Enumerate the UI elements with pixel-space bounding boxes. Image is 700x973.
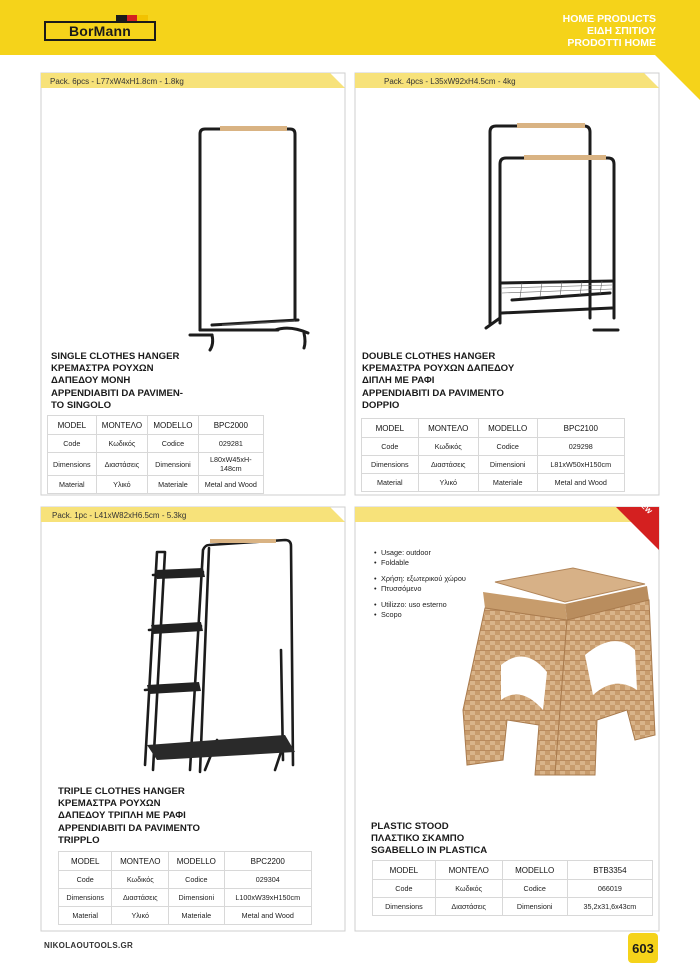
title-line: SGABELLO IN PLASTICA bbox=[371, 845, 488, 857]
label-cell: Codice bbox=[478, 438, 537, 456]
label-cell: Διαστάσεις bbox=[435, 898, 502, 916]
usage-item: • Utilizzo: uso esterno bbox=[373, 600, 466, 610]
code-value-cell: 066019 bbox=[567, 880, 652, 898]
label-cell: Dimensions bbox=[48, 453, 97, 476]
model-code-cell: BPC2200 bbox=[224, 852, 312, 871]
header-cell: MODELLO bbox=[148, 416, 198, 435]
single-clothes-hanger-image bbox=[180, 120, 320, 355]
dimensions-value-cell: L81xW50xH150cm bbox=[537, 456, 624, 474]
title-line: APPENDIABITI DA PAVIMENTO bbox=[58, 822, 200, 834]
page-number: 603 bbox=[628, 933, 658, 963]
label-cell: Υλικό bbox=[112, 907, 169, 925]
spec-table-3 bbox=[58, 851, 312, 925]
title-line: APPENDIABITI DA PAVIMENTO bbox=[362, 387, 504, 399]
model-code-cell: BPC2000 bbox=[198, 416, 263, 435]
product-title-2 bbox=[362, 351, 514, 412]
section-title-en: HOME PRODUCTS bbox=[562, 13, 656, 25]
label-cell: Dimensioni bbox=[148, 453, 198, 476]
title-line: ΔΑΠΕΔΟΥ ΜΟΝΗ bbox=[51, 375, 131, 387]
title-line: ΔΑΠΕΔΟΥ ΤΡΙΠΛΗ ΜΕ ΡΑΦΙ bbox=[58, 810, 186, 822]
label-cell: Κωδικός bbox=[435, 880, 502, 898]
pack-info-3: Pack. 1pc - L41xW82xH6.5cm - 5.3kg bbox=[52, 511, 187, 520]
usage-list bbox=[373, 548, 466, 620]
label-cell: Κωδικός bbox=[112, 871, 169, 889]
header-cell: MODEL bbox=[362, 419, 419, 438]
new-badge: NEW bbox=[635, 499, 653, 516]
plastic-stool-image bbox=[455, 560, 660, 785]
usage-item: • Χρήση: εξωτερικού χώρου bbox=[373, 574, 466, 584]
spec-table-4 bbox=[372, 860, 653, 916]
label-cell: Κωδικός bbox=[418, 438, 478, 456]
label-cell: Διαστάσεις bbox=[418, 456, 478, 474]
section-title bbox=[563, 13, 656, 49]
dimensions-value-cell: L80xW45xH- 148cm bbox=[198, 453, 263, 476]
title-line: ΚΡΕΜΑΣΤΡΑ ΡΟΥΧΩΝ bbox=[58, 798, 161, 810]
title-line: TRIPLE CLOTHES HANGER bbox=[58, 786, 185, 797]
label-cell: Material bbox=[362, 474, 419, 492]
dimensions-value-cell: L100xW39xH150cm bbox=[224, 889, 312, 907]
material-value-cell: Metal and Wood bbox=[537, 474, 624, 492]
label-cell: Material bbox=[48, 476, 97, 494]
code-value-cell: 029281 bbox=[198, 435, 263, 453]
dimensions-value-cell: 35,2x31,6x43cm bbox=[567, 898, 652, 916]
section-title-it: PRODOTTI HOME bbox=[567, 37, 656, 49]
label-cell: Codice bbox=[502, 880, 567, 898]
pack-info-2: Pack. 4pcs - L35xW92xH4.5cm - 4kg bbox=[384, 77, 516, 86]
label-cell: Dimensions bbox=[373, 898, 436, 916]
header-cell: ΜΟΝΤΕΛΟ bbox=[96, 416, 148, 435]
model-code-cell: BTB3354 bbox=[567, 861, 652, 880]
title-line: TRIPPLO bbox=[58, 834, 100, 846]
header-cell: MODEL bbox=[59, 852, 112, 871]
label-cell: Materiale bbox=[148, 476, 198, 494]
title-line: DOUBLE CLOTHES HANGER bbox=[362, 351, 496, 362]
header-cell: MODELLO bbox=[478, 419, 537, 438]
section-title-el: ΕΙΔΗ ΣΠΙΤΙΟΥ bbox=[587, 25, 656, 37]
header-cell: ΜΟΝΤΕΛΟ bbox=[435, 861, 502, 880]
label-cell: Materiale bbox=[478, 474, 537, 492]
label-cell: Dimensioni bbox=[478, 456, 537, 474]
code-value-cell: 029298 bbox=[537, 438, 624, 456]
header-cell: MODEL bbox=[48, 416, 97, 435]
usage-item: • Πτυσσόμενο bbox=[373, 584, 466, 594]
title-line: ΔΙΠΛΗ ΜΕ ΡΑΦΙ bbox=[362, 375, 435, 387]
label-cell: Dimensioni bbox=[502, 898, 567, 916]
label-cell: Κωδικός bbox=[96, 435, 148, 453]
title-line: SINGLE CLOTHES HANGER bbox=[51, 351, 180, 362]
logo-text: BorMann bbox=[68, 23, 132, 39]
model-code-cell: BPC2100 bbox=[537, 419, 624, 438]
label-cell: Υλικό bbox=[418, 474, 478, 492]
title-line: DOPPIO bbox=[362, 399, 400, 411]
spec-table-2 bbox=[361, 418, 625, 492]
label-cell: Code bbox=[362, 438, 419, 456]
code-value-cell: 029304 bbox=[224, 871, 312, 889]
label-cell: Dimensions bbox=[362, 456, 419, 474]
label-cell: Code bbox=[59, 871, 112, 889]
triple-clothes-hanger-image bbox=[135, 530, 305, 785]
header-cell: MODELLO bbox=[502, 861, 567, 880]
header-cell: MODEL bbox=[373, 861, 436, 880]
title-line: TO SINGOLO bbox=[51, 399, 112, 411]
header-cell: ΜΟΝΤΕΛΟ bbox=[112, 852, 169, 871]
double-clothes-hanger-image bbox=[472, 118, 622, 343]
header-cell: ΜΟΝΤΕΛΟ bbox=[418, 419, 478, 438]
header-cell: MODELLO bbox=[169, 852, 224, 871]
product-title-1 bbox=[51, 351, 183, 412]
label-cell: Dimensioni bbox=[169, 889, 224, 907]
usage-item: • Foldable bbox=[373, 558, 466, 568]
label-cell: Codice bbox=[169, 871, 224, 889]
title-line: PLASTIC STOOD bbox=[371, 821, 449, 832]
footer-website-link[interactable]: NIKOLAOUTOOLS.GR bbox=[44, 941, 134, 950]
label-cell: Materiale bbox=[169, 907, 224, 925]
label-cell: Διαστάσεις bbox=[112, 889, 169, 907]
label-cell: Code bbox=[373, 880, 436, 898]
spec-table-1 bbox=[47, 415, 264, 494]
title-line: APPENDIABITI DA PAVIMEN- bbox=[51, 387, 184, 399]
usage-item: • Usage: outdoor bbox=[373, 548, 466, 558]
bormann-logo[interactable] bbox=[44, 21, 156, 41]
product-title-3 bbox=[58, 786, 200, 847]
product-title-4 bbox=[371, 821, 487, 858]
label-cell: Dimensions bbox=[59, 889, 112, 907]
title-line: ΠΛΑΣΤΙΚΟ ΣΚΑΜΠΟ bbox=[371, 833, 465, 845]
title-line: ΚΡΕΜΑΣΤΡΑ ΡΟΥΧΩΝ bbox=[51, 363, 154, 375]
label-cell: Material bbox=[59, 907, 112, 925]
label-cell: Διαστάσεις bbox=[96, 453, 148, 476]
title-line: ΚΡΕΜΑΣΤΡΑ ΡΟΥΧΩΝ ΔΑΠΕΔΟΥ bbox=[362, 363, 515, 375]
material-value-cell: Metal and Wood bbox=[224, 907, 312, 925]
pack-info-1: Pack. 6pcs - L77xW4xH1.8cm - 1.8kg bbox=[50, 77, 184, 86]
label-cell: Code bbox=[48, 435, 97, 453]
material-value-cell: Metal and Wood bbox=[198, 476, 263, 494]
label-cell: Codice bbox=[148, 435, 198, 453]
label-cell: Υλικό bbox=[96, 476, 148, 494]
usage-item: • Scopo bbox=[373, 610, 466, 620]
